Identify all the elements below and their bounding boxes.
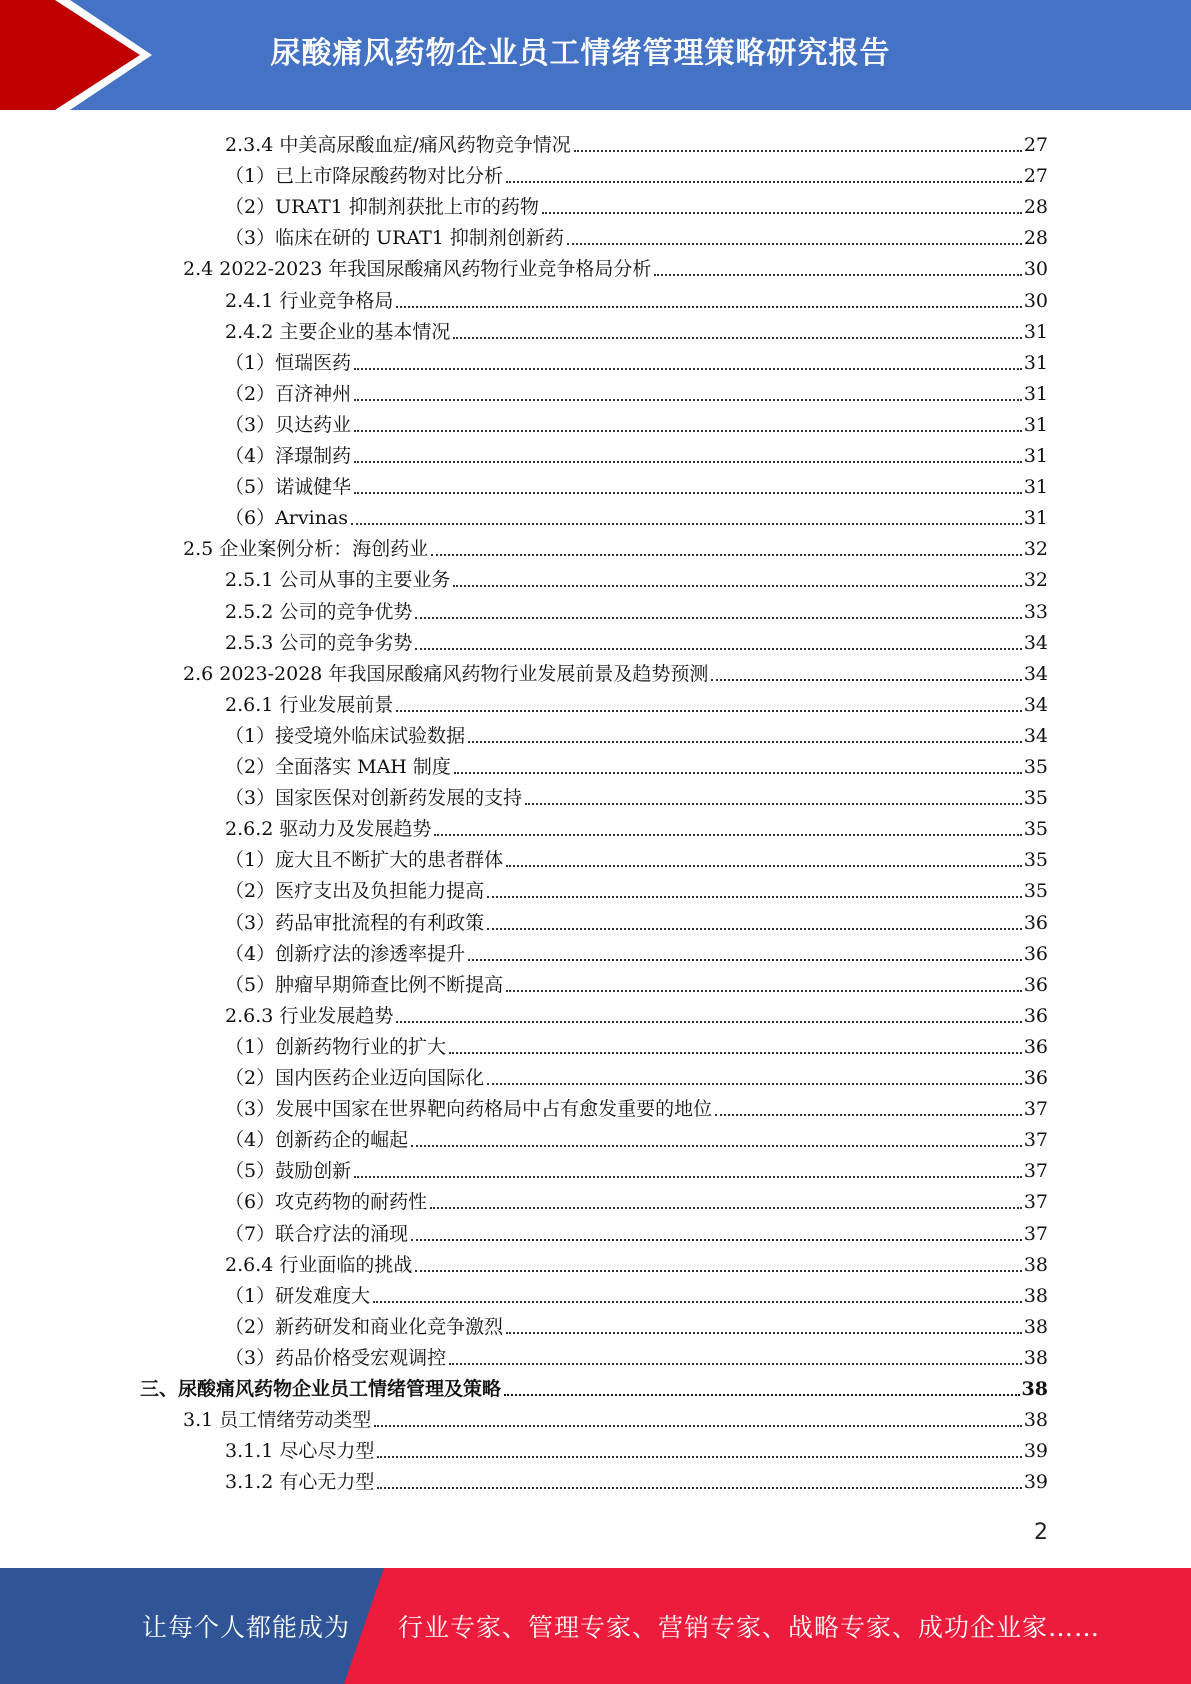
toc-entry[interactable] (225, 1432, 1048, 1463)
toc-dot-leader (453, 337, 1021, 339)
toc-entry[interactable] (183, 530, 1048, 561)
toc-entry-page: 27 (1023, 165, 1048, 188)
toc-entry-page: 39 (1023, 1440, 1048, 1463)
toc-entry-page: 35 (1023, 818, 1048, 841)
toc-dot-leader (396, 306, 1021, 308)
toc-dot-leader (506, 181, 1022, 183)
toc-entry[interactable] (225, 904, 1048, 935)
toc-entry-page: 38 (1021, 1378, 1048, 1400)
toc-entry-title: 2.6 2023-2028 年我国尿酸痛风药物行业发展前景及趋势预测 (183, 662, 709, 685)
toc-entry-title: （2）全面落实 MAH 制度 (225, 756, 451, 778)
footer-slogan-right: 行业专家、管理专家、营销专家、战略专家、成功企业家…… (398, 1613, 1101, 1642)
footer-slogan-left: 让每个人都能成为 (142, 1613, 351, 1642)
toc-dot-leader (468, 959, 1022, 961)
toc-entry-title: 3.1.1 尽心尽力型 (225, 1440, 375, 1463)
toc-dot-leader (715, 1114, 1022, 1116)
toc-dot-leader (454, 772, 1022, 774)
toc-entry-title: （6）Arvinas (225, 507, 349, 530)
toc-entry-page: 28 (1023, 227, 1048, 250)
toc-entry-title: 3.1 员工情绪劳动类型 (183, 1409, 372, 1432)
toc-dot-leader (354, 368, 1022, 370)
toc-entry-page: 31 (1023, 445, 1048, 467)
toc-entry-page: 35 (1023, 787, 1048, 810)
toc-dot-leader (354, 461, 1022, 463)
toc-entry-page: 36 (1023, 1035, 1048, 1058)
page-header (0, 0, 1191, 110)
toc-entry-title: （3）发展中国家在世界靶向药格局中占有愈发重要的地位 (225, 1098, 713, 1121)
toc-entry-page: 35 (1023, 849, 1048, 872)
toc-entry[interactable] (225, 1090, 1048, 1121)
toc-entry[interactable] (183, 250, 1048, 281)
toc-entry-title: （2）国内医药企业迈向国际化 (225, 1067, 485, 1089)
toc-dot-leader (354, 1176, 1022, 1178)
toc-entry[interactable] (225, 282, 1048, 313)
toc-entry-page: 37 (1023, 1129, 1048, 1152)
toc-entry-title: （2）百济神州 (225, 382, 352, 405)
toc-entry-page: 37 (1023, 1191, 1048, 1214)
toc-entry-page: 38 (1023, 1253, 1048, 1276)
toc-entry-title: （2）新药研发和商业化竞争激烈 (225, 1315, 504, 1338)
toc-entry-page: 36 (1023, 1067, 1048, 1089)
toc-entry[interactable] (225, 1308, 1048, 1339)
toc-entry-title: 2.5.1 公司从事的主要业务 (225, 569, 451, 592)
toc-entry[interactable] (225, 1059, 1048, 1090)
toc-entry-title: 2.5.3 公司的竞争劣势 (225, 631, 413, 654)
toc-entry[interactable] (225, 188, 1048, 219)
toc-entry-page: 31 (1023, 476, 1048, 499)
toc-entry[interactable] (225, 499, 1048, 530)
toc-dot-leader (354, 430, 1022, 432)
toc-entry-title: （1）研发难度大 (225, 1284, 371, 1307)
toc-entry-title: （2）医疗支出及负担能力提高 (225, 880, 485, 903)
toc-entry-title: 3.1.2 有心无力型 (225, 1471, 375, 1494)
toc-entry-page: 34 (1023, 693, 1048, 716)
toc-dot-leader (415, 648, 1021, 650)
toc-entry-page: 37 (1023, 1222, 1048, 1245)
toc-dot-leader (654, 274, 1021, 276)
toc-entry-title: （1）已上市降尿酸药物对比分析 (225, 165, 504, 188)
toc-dot-leader (453, 585, 1021, 587)
toc-entry-title: 2.3.4 中美高尿酸血症/痛风药物竞争情况 (225, 134, 571, 156)
toc-entry-title: （4）泽璟制药 (225, 445, 352, 467)
toc-entry-page: 38 (1023, 1315, 1048, 1338)
toc-entry-title: （1）庞大且不断扩大的患者群体 (225, 849, 504, 872)
toc-entry[interactable] (225, 841, 1048, 872)
toc-entry-page: 37 (1023, 1160, 1048, 1183)
toc-entry[interactable] (225, 1246, 1048, 1277)
toc-entry-page: 36 (1023, 942, 1048, 965)
toc-entry[interactable] (225, 126, 1048, 157)
toc-entry-page: 36 (1023, 1004, 1048, 1027)
toc-entry-page: 31 (1023, 320, 1048, 343)
toc-dot-leader (504, 1394, 1020, 1396)
toc-dot-leader (468, 741, 1022, 743)
toc-dot-leader (431, 554, 1022, 556)
toc-entry-page: 28 (1023, 196, 1048, 219)
toc-dot-leader (525, 803, 1022, 805)
toc-entry-page: 36 (1023, 973, 1048, 996)
toc-entry-page: 31 (1023, 413, 1048, 436)
toc-entry-page: 31 (1023, 351, 1048, 374)
toc-entry[interactable] (183, 655, 1048, 686)
toc-entry[interactable] (140, 1370, 1048, 1401)
toc-entry[interactable] (225, 375, 1048, 406)
toc-dot-leader (449, 1052, 1022, 1054)
toc-entry[interactable] (225, 468, 1048, 499)
toc-dot-leader (487, 1083, 1022, 1085)
toc-entry-title: （4）创新药企的崛起 (225, 1129, 409, 1152)
toc-dot-leader (430, 1207, 1022, 1209)
toc-entry[interactable] (225, 1028, 1048, 1059)
toc-entry-page: 31 (1023, 507, 1048, 530)
page-footer (0, 1568, 1191, 1684)
toc-entry-page: 35 (1023, 756, 1048, 778)
toc-entry[interactable] (225, 437, 1048, 468)
toc-entry-page: 34 (1023, 631, 1048, 654)
toc-entry-page: 33 (1023, 600, 1048, 623)
toc-entry-title: 2.6.3 行业发展趋势 (225, 1004, 394, 1027)
toc-entry-title: 2.6.4 行业面临的挑战 (225, 1253, 413, 1276)
toc-entry-title: （3）贝达药业 (225, 413, 352, 436)
toc-dot-leader (567, 243, 1022, 245)
toc-entry-title: （1）恒瑞医药 (225, 351, 352, 374)
toc-entry[interactable] (225, 810, 1048, 841)
toc-dot-leader (506, 865, 1022, 867)
toc-entry-page: 32 (1023, 569, 1048, 592)
toc-entry-title: 2.4.1 行业竞争格局 (225, 289, 394, 312)
toc-entry-page: 38 (1023, 1284, 1048, 1307)
toc-entry-title: 三、尿酸痛风药物企业员工情绪管理及策略 (140, 1378, 502, 1400)
toc-entry[interactable] (225, 561, 1048, 592)
toc-dot-leader (506, 990, 1022, 992)
toc-entry[interactable] (225, 717, 1048, 748)
toc-entry-page: 34 (1023, 662, 1048, 685)
toc-entry-page: 30 (1023, 289, 1048, 312)
toc-dot-leader (415, 617, 1021, 619)
toc-entry[interactable] (225, 997, 1048, 1028)
toc-dot-leader (574, 150, 1022, 152)
toc-entry[interactable] (225, 748, 1048, 779)
toc-entry-title: 2.4 2022-2023 年我国尿酸痛风药物行业竞争格局分析 (183, 258, 652, 281)
toc-entry-title: （3）药品价格受宏观调控 (225, 1346, 447, 1369)
toc-entry[interactable] (225, 593, 1048, 624)
toc-entry-page: 27 (1023, 134, 1048, 156)
toc-entry-title: 2.5 企业案例分析：海创药业 (183, 538, 429, 561)
toc-entry[interactable] (225, 219, 1048, 250)
report-title-text: 尿酸痛风药物企业员工情绪管理策略研究报告 (270, 36, 891, 71)
toc-entry[interactable] (225, 313, 1048, 344)
toc-entry[interactable] (225, 935, 1048, 966)
toc-entry-title: （7）联合疗法的涌现 (225, 1222, 409, 1245)
toc-entry[interactable] (225, 1152, 1048, 1183)
page-number: 2 (1034, 1520, 1048, 1545)
toc-entry[interactable] (225, 1339, 1048, 1370)
toc-dot-leader (449, 1363, 1022, 1365)
toc-entry[interactable] (183, 1401, 1048, 1432)
toc-entry[interactable] (225, 624, 1048, 655)
toc-dot-leader (411, 1239, 1022, 1241)
toc-entry[interactable] (225, 686, 1048, 717)
toc-entry-page: 34 (1023, 724, 1048, 747)
toc-entry-title: （5）肿瘤早期筛查比例不断提高 (225, 973, 504, 996)
toc-entry[interactable] (225, 157, 1048, 188)
toc-entry-title: 2.4.2 主要企业的基本情况 (225, 320, 451, 343)
toc-entry-title: （3）国家医保对创新药发展的支持 (225, 787, 523, 810)
toc-dot-leader (396, 710, 1021, 712)
toc-dot-leader (434, 834, 1021, 836)
toc-dot-leader (351, 523, 1022, 525)
toc-dot-leader (354, 399, 1022, 401)
toc-entry-title: （5）鼓励创新 (225, 1160, 352, 1183)
toc-dot-leader (374, 1425, 1022, 1427)
toc-dot-leader (411, 1145, 1022, 1147)
toc-entry-title: （1）创新药物行业的扩大 (225, 1035, 447, 1058)
toc-entry[interactable] (225, 966, 1048, 997)
toc-dot-leader (377, 1456, 1021, 1458)
toc-entry[interactable] (225, 1121, 1048, 1152)
toc-dot-leader (487, 928, 1022, 930)
toc-entry-page: 38 (1023, 1346, 1048, 1369)
toc-entry-page: 38 (1023, 1409, 1048, 1432)
toc-entry-title: （4）创新疗法的渗透率提升 (225, 942, 466, 965)
toc-dot-leader (711, 679, 1021, 681)
toc-entry-title: （5）诺诚健华 (225, 476, 352, 499)
toc-entry[interactable] (225, 1277, 1048, 1308)
toc-dot-leader (396, 1021, 1021, 1023)
toc-entry-page: 37 (1023, 1098, 1048, 1121)
toc-entry-page: 39 (1023, 1471, 1048, 1494)
toc-entry[interactable] (225, 1215, 1048, 1246)
toc-dot-leader (415, 1270, 1021, 1272)
toc-entry-title: （1）接受境外临床试验数据 (225, 724, 466, 747)
toc-entry-title: 2.6.1 行业发展前景 (225, 693, 394, 716)
toc-entry-title: 2.5.2 公司的竞争优势 (225, 600, 413, 623)
toc-entry-page: 30 (1023, 258, 1048, 281)
toc-entry-page: 36 (1023, 911, 1048, 934)
toc-entry-title: （6）攻克药物的耐药性 (225, 1191, 428, 1214)
toc-entry-page: 32 (1023, 538, 1048, 561)
toc-dot-leader (506, 1332, 1022, 1334)
toc-entry[interactable] (225, 872, 1048, 903)
toc-entry-title: （2）URAT1 抑制剂获批上市的药物 (225, 196, 539, 219)
toc-dot-leader (377, 1487, 1021, 1489)
toc-entry[interactable] (225, 1463, 1048, 1494)
toc-entry[interactable] (225, 779, 1048, 810)
toc-entry[interactable] (225, 344, 1048, 375)
toc-entry-title: （3）药品审批流程的有利政策 (225, 911, 485, 934)
toc-entry-title: （3）临床在研的 URAT1 抑制剂创新药 (225, 227, 564, 250)
toc-dot-leader (542, 212, 1022, 214)
toc-entry[interactable] (225, 406, 1048, 437)
toc-entry-title: 2.6.2 驱动力及发展趋势 (225, 818, 432, 841)
toc-dot-leader (354, 492, 1022, 494)
toc-entry-page: 31 (1023, 382, 1048, 405)
toc-entry[interactable] (225, 1183, 1048, 1214)
toc-entry-page: 35 (1023, 880, 1048, 903)
toc-dot-leader (373, 1301, 1022, 1303)
toc-dot-leader (487, 896, 1022, 898)
report-title (200, 0, 1191, 100)
